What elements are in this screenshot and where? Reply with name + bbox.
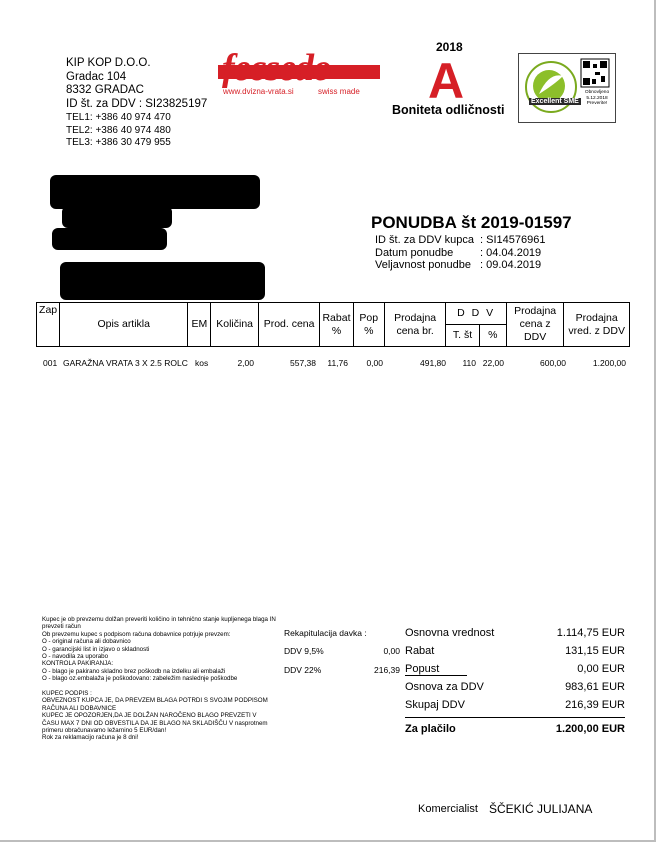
phone-2: TEL2: +386 40 974 480 (66, 124, 171, 136)
cell-kolicina: 2,00 (237, 358, 254, 368)
col-cena-z-ddv-line2: cena z (519, 318, 551, 330)
document-meta-values (480, 234, 545, 272)
sme-label: Excellent SME (531, 98, 579, 105)
meta-value: : 04.04.2019 (480, 246, 542, 259)
summary-label: Popust (405, 663, 467, 676)
note-line: KUPEC PODPIS : (42, 690, 92, 698)
logo-website: www.dvizna-vrata.si (223, 87, 294, 96)
total-row (405, 723, 625, 741)
cell-prodajna-br: 491,80 (420, 358, 446, 368)
col-kolicina: Količina (211, 303, 258, 347)
col-cena-z-ddv-line1: Prodajna (514, 305, 557, 317)
summary-value: 983,61 EUR (565, 681, 625, 693)
recap-label: DDV 22% (284, 665, 322, 675)
sales-rep-label: Komercialist (418, 803, 478, 815)
company-phones (66, 112, 171, 150)
cell-t-st: 110 (462, 358, 476, 368)
note-line: O - blago je pakirano skladno brez poškodb na izdelku ali embalaži (42, 667, 226, 675)
note-line: O - garancijski list in izjavo o skladnosti (42, 645, 150, 653)
document-title: PONUDBA št 2019-01597 (371, 213, 572, 232)
cell-em: kos (195, 358, 209, 368)
note-line: prevzeti račun (42, 623, 81, 631)
summary-value: 216,39 EUR (565, 699, 625, 711)
document-meta-labels (375, 234, 474, 272)
items-table-header (36, 302, 630, 347)
note-line: primeru obračunavamo ležarnino 5 EUR/dan! (42, 727, 167, 735)
note-line: OBVEZNOST KUPCA JE, DA PREVZEM BLAGA POTRDI S SVOJIM PODPISOM (42, 697, 268, 705)
col-cena-z-ddv-line3: DDV (524, 331, 547, 343)
company-name: KIP KOP D.O.O. (66, 57, 151, 69)
redacted-customer-name-2 (62, 206, 172, 228)
col-ddv-pct: % (479, 325, 506, 347)
sales-rep-name: ŠČEKIĆ JULIJANA (489, 802, 593, 816)
company-street: Gradac 104 (66, 70, 127, 83)
terms-notes (42, 616, 282, 742)
bonitete-caption: Boniteta odličnosti (392, 103, 505, 117)
recap-label: DDV 9,5% (284, 646, 324, 656)
meta-value: : SI14576961 (480, 234, 546, 246)
col-vred-z-ddv (564, 303, 630, 347)
note-line: ČASU MAX 7 DNI OD OBVESTILA DA JE BLAGO NA SKLADIŠČU V nasprotnem (42, 719, 268, 727)
cell-prod-cena: 557,38 (290, 358, 316, 368)
cell-pop: 0,00 (366, 358, 383, 368)
recap-title: Rekapitulacija davka : (284, 628, 367, 638)
phone-3: TEL3: +386 30 479 955 (66, 137, 171, 148)
note-line: KONTROLA PAKIRANJA: (42, 660, 114, 668)
summary-row (405, 645, 625, 663)
summary-label: Rabat (405, 645, 435, 657)
col-prodajna-br-line2: cena br. (396, 324, 434, 337)
note-line: RAČUNA ALI DOBAVNICE (42, 704, 117, 712)
total-label: Za plačilo (405, 723, 456, 735)
total-value: 1.200,00 EUR (555, 723, 625, 735)
note-line: Ob prevzemu kupec s podpisom računa dobavnice potrjuje prevzem: (42, 630, 231, 638)
col-pop (353, 303, 384, 347)
note-line: Rok za reklamacijo računa je 8 dni! (42, 734, 139, 742)
cell-ddv-pct: 22,00 (482, 358, 504, 368)
totals-summary (405, 627, 625, 741)
meta-label: Veljavnost ponudbe (375, 259, 472, 271)
company-city: 8332 GRADAC (66, 84, 144, 96)
bonitete-year: 2018 (436, 40, 463, 54)
col-ddv: D D V (446, 303, 506, 325)
sme-note: Obnovljeno 5.12.2018 Preverite! (584, 90, 610, 107)
note-line: O - navodila za uporabo (42, 653, 109, 661)
cell-opis: GARAŽNA VRATA 3 X 2.5 ROLC (63, 358, 188, 368)
col-em: EM (188, 303, 211, 347)
cell-cena-z-ddv: 600,00 (540, 358, 566, 368)
summary-value: 1.114,75 EUR (556, 627, 625, 639)
redacted-customer-city (60, 262, 265, 300)
col-pop-line1: Pop (359, 311, 379, 324)
note-line: O - original računa ali dobavnico (42, 638, 131, 646)
col-vred-line1: Prodajna (575, 311, 618, 324)
note-line: O - blago oz.embalaža je poškodovano: zabeležim naslednje poškodbe (42, 675, 238, 683)
recap-row (284, 646, 400, 658)
col-pop-line2: % (364, 324, 374, 337)
cell-zap: 001 (43, 358, 58, 368)
summary-label: Osnova za DDV (405, 681, 484, 693)
summary-label: Osnovna vrednost (405, 627, 495, 639)
summary-row (405, 627, 625, 645)
recap-value: 216,39 (374, 665, 400, 675)
redacted-customer-street (52, 228, 167, 250)
summary-value: 0,00 EUR (577, 663, 625, 675)
col-t-st: T. št (446, 325, 479, 347)
summary-label: Skupaj DDV (405, 699, 465, 711)
sme-seal (518, 53, 616, 123)
meta-value: : 09.04.2019 (480, 259, 542, 271)
meta-label: Datum ponudbe (375, 246, 454, 259)
cell-rabat: 11,76 (327, 358, 348, 368)
tax-recap (284, 628, 400, 677)
company-address (66, 57, 207, 111)
bonitete-a-mark (421, 55, 471, 101)
col-opis: Opis artikla (60, 303, 188, 347)
company-vat-id: ID št. za DDV : SI23825197 (66, 97, 208, 110)
summary-row (405, 663, 625, 681)
summary-value: 131,15 EUR (565, 645, 625, 657)
col-prodajna-br-line1: Prodajna (394, 311, 437, 324)
cell-vred-z-ddv: 1.200,00 (592, 358, 626, 368)
col-zap: Zap (37, 303, 60, 347)
col-vred-line2: vred. z DDV (568, 324, 625, 337)
col-cena-z-ddv (506, 303, 563, 347)
recap-row (284, 665, 400, 677)
col-prodajna-br (384, 303, 446, 347)
meta-label: ID št. za DDV kupca (375, 234, 475, 246)
note-line: Kupec je ob prevzemu dolžan preveriti količino in tehnično stanje kupljenega blaga IN (42, 616, 276, 623)
redacted-customer-name (50, 175, 260, 209)
summary-row (405, 699, 625, 718)
logo-tagline: swiss made (318, 87, 360, 96)
phone-1: TEL1: +386 40 974 470 (66, 112, 171, 123)
sme-seal-graphic (519, 54, 615, 122)
col-rabat-line2: % (331, 324, 342, 337)
col-prod-cena: Prod. cena (258, 303, 320, 347)
col-rabat (320, 303, 353, 347)
summary-row (405, 681, 625, 699)
note-line (42, 683, 282, 690)
recap-value: 0,00 (383, 646, 400, 656)
note-line: KUPEC JE OPOZORJEN,DA JE DOLŽAN NAROČENO BLAGO PREVZETI V (42, 712, 257, 720)
logo-brand: fecsedo (222, 47, 332, 89)
col-rabat-line1: Rabat (322, 311, 351, 324)
bonitete-letter: A (427, 55, 465, 101)
